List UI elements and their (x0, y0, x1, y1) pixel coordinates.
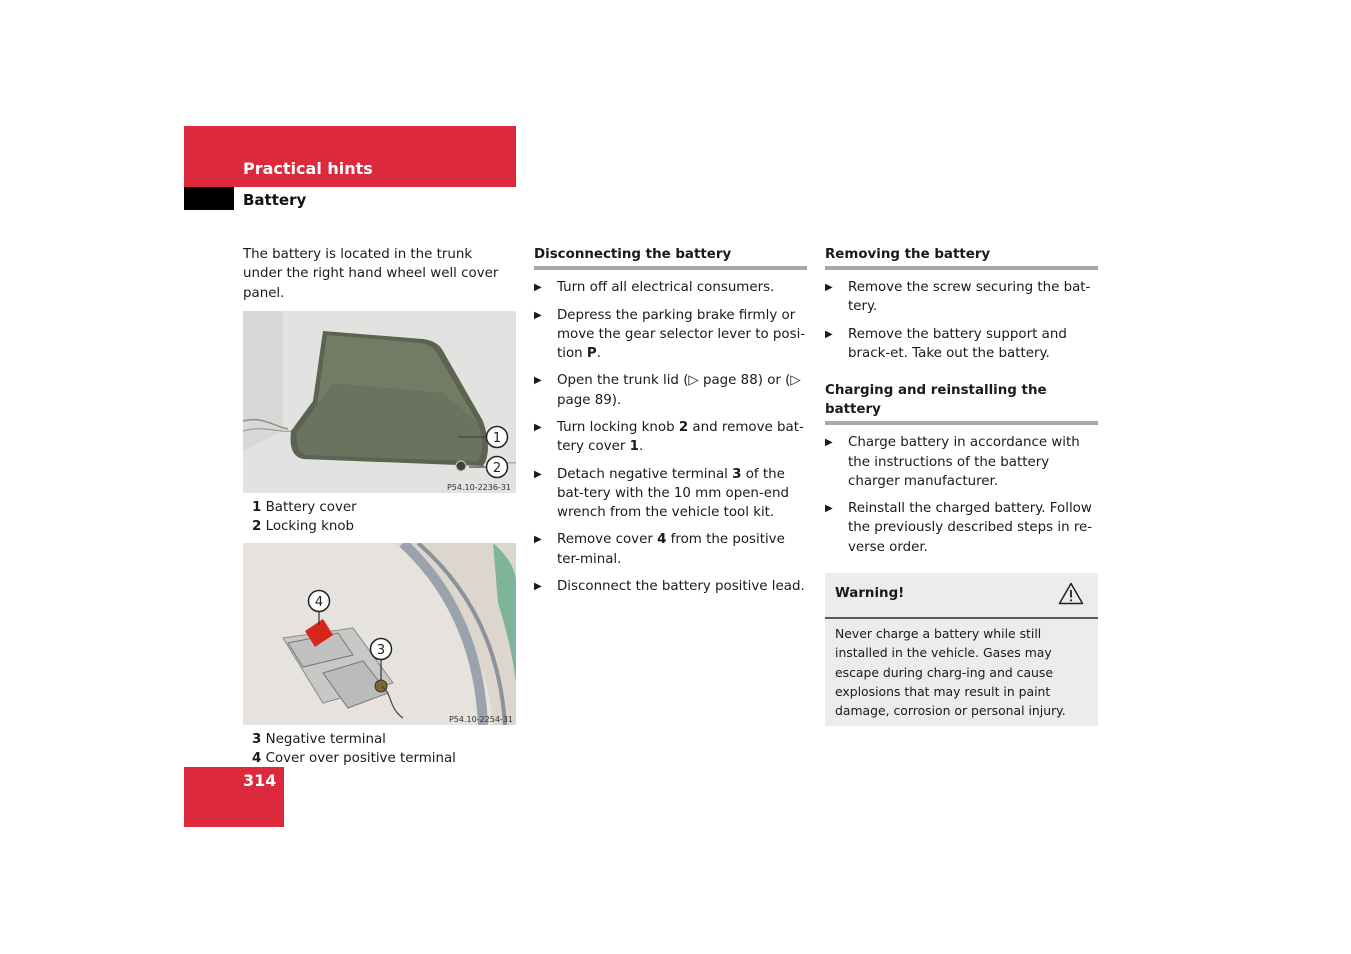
step-item: ▶ Reinstall the charged battery. Follow the previously described steps in re-verse order. (825, 501, 1093, 555)
callout-2 (487, 457, 508, 478)
callout-1-label: 1 (492, 431, 502, 447)
step-item: ▶ Turn locking knob 2 and remove bat-tery cover 1. (534, 419, 804, 455)
step-item: ▶ Turn off all electrical consumers. (534, 278, 807, 297)
column-middle (534, 245, 807, 596)
step-item: ▶ Disconnect the battery positive lead. (534, 577, 807, 596)
step-item: ▶ Charge battery in accordance with the instructions of the battery charger manufacturer. (825, 435, 1080, 489)
figure1-legend (243, 498, 518, 536)
figure-battery-terminals (243, 543, 516, 725)
page-number: 314 (243, 771, 277, 790)
disconnecting-steps (534, 278, 807, 596)
bullet-arrow-icon: ▶ (534, 375, 542, 387)
warning-text: Never charge a battery while still installed in the vehicle. Gases may escape during charg-ing and cause explosions that may result in paint damage, corrosion or personal injury. (835, 625, 1066, 719)
bullet-arrow-icon: ▶ (534, 309, 542, 321)
bullet-arrow-icon: ▶ (825, 437, 833, 449)
charging-steps (825, 433, 1098, 556)
step-item: ▶ Remove cover 4 from the positive ter-minal. (534, 532, 785, 567)
callout-3 (371, 638, 392, 659)
callout-4-label: 4 (314, 594, 324, 610)
callout-4 (309, 590, 330, 611)
subsection-title: Battery (243, 191, 307, 209)
section-title: Practical hints (243, 159, 373, 178)
figure-code: P54.10-2236-31 (446, 483, 511, 493)
battery-terminals-illustration (243, 543, 516, 725)
step-item: ▶ Open the trunk lid (▷ page 88) or (▷ page 89). (534, 373, 801, 408)
legend-item: 3 Negative terminal (252, 731, 386, 747)
disconnecting-heading: Disconnecting the battery (534, 245, 807, 270)
battery-cover-illustration (243, 311, 516, 493)
bullet-arrow-icon: ▶ (534, 468, 542, 480)
figure-battery-cover (243, 311, 516, 493)
bullet-arrow-icon: ▶ (534, 580, 542, 592)
intro-text: The battery is located in the trunk under the right hand wheel well cover panel. (243, 247, 499, 301)
callout-3-label: 3 (376, 642, 386, 658)
warning-title: Warning! (835, 585, 905, 601)
removing-steps (825, 278, 1098, 363)
warning-header (825, 573, 1098, 619)
step-item: ▶ Depress the parking brake firmly or move the gear selector lever to posi-tion P. (534, 307, 806, 361)
charging-heading: Charging and reinstalling the battery (825, 381, 1098, 425)
legend-item: 1 Battery cover (252, 500, 357, 516)
step-item: ▶ Remove the battery support and brack-et. Take out the battery. (825, 326, 1067, 361)
legend-item: 4 Cover over positive terminal (252, 750, 456, 766)
callout-1 (487, 427, 508, 448)
bullet-arrow-icon: ▶ (825, 282, 833, 294)
bullet-arrow-icon: ▶ (825, 328, 833, 340)
bullet-arrow-icon: ▶ (534, 282, 542, 294)
removing-heading: Removing the battery (825, 245, 1098, 270)
column-right (825, 245, 1098, 726)
figure2-legend (243, 730, 518, 768)
legend-item: 2 Locking knob (252, 519, 355, 535)
warning-box (825, 573, 1098, 726)
column-left (243, 245, 518, 768)
callout-2-label: 2 (492, 461, 502, 477)
subsection-marker (184, 187, 234, 210)
bullet-arrow-icon: ▶ (534, 534, 542, 546)
warning-triangle-icon (1058, 582, 1084, 605)
step-item: ▶ Remove the screw securing the bat-tery. (825, 280, 1091, 315)
step-item: ▶ Detach negative terminal 3 of the bat-tery with the 10 mm open-end wrench from the vehicle tool kit. (534, 466, 789, 520)
figure-code: P54.10-2254-31 (448, 714, 513, 724)
bullet-arrow-icon: ▶ (534, 421, 542, 433)
bullet-arrow-icon: ▶ (825, 503, 833, 515)
